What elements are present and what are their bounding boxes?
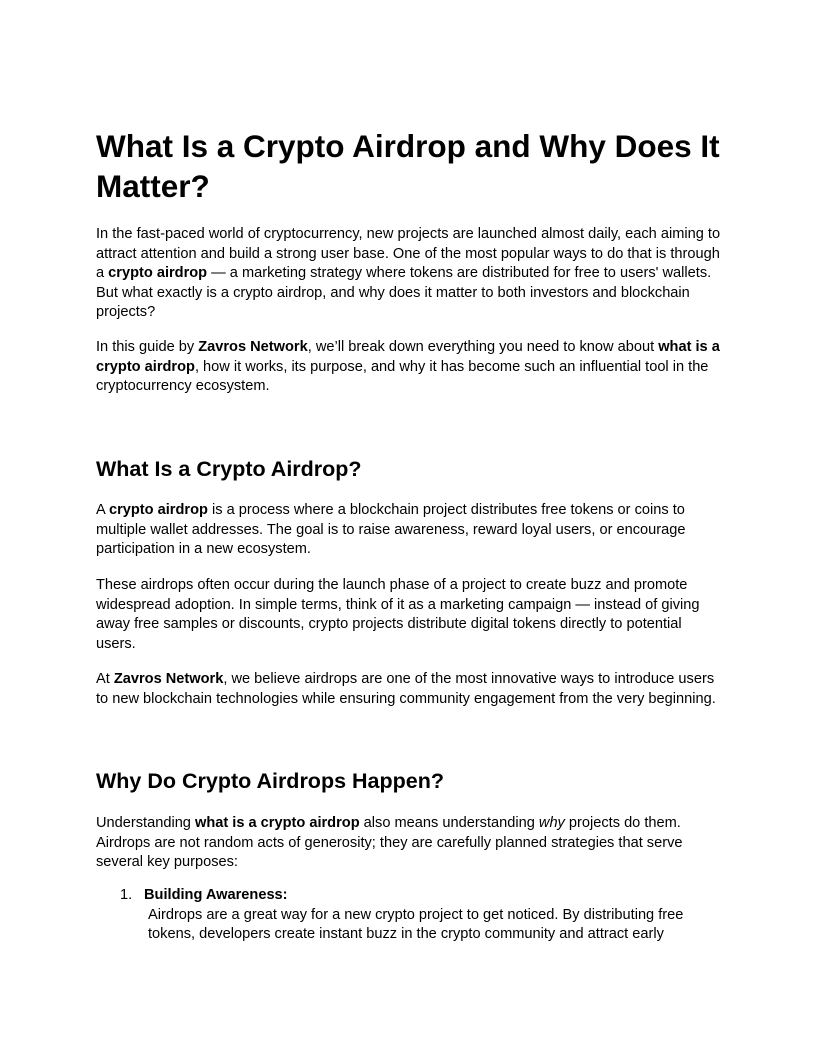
intro-paragraph-1 [96, 225, 722, 323]
section2-paragraph-1 [96, 814, 722, 873]
section1-paragraph-1 [96, 501, 722, 560]
text-run: In the fast-paced world of cryptocurrency, new projects are launched almost daily, each aiming to attract attention and build a strong user base. One of the most popular ways to do that is through a [96, 226, 721, 282]
text-run: In this guide by [96, 339, 199, 355]
list-item [96, 886, 722, 945]
bold-term: crypto airdrop [108, 265, 208, 282]
bold-brand: Zavros Network [198, 339, 308, 355]
text-run: is a process where a blockchain project distributes free tokens or coins to multiple wallet addresses. The goal is to raise awareness, reward loyal users, or encourage participation in a new ecosystem. [96, 502, 686, 558]
text-run: A [96, 502, 109, 518]
section-heading-why: Why Do Crypto Airdrops Happen? [96, 769, 444, 793]
text-run: Understanding [96, 815, 195, 831]
text-run: — a marketing strategy where tokens are distributed for free to users' wallets. But what exactly is a crypto airdrop, and why does it matter to both investors and blockchain projects? [96, 265, 712, 321]
bold-term: crypto airdrop [108, 502, 208, 518]
bold-term: what is a crypto airdrop [194, 815, 360, 831]
text-run: , we believe airdrops are one of the most innovative ways to introduce users to new blockchain technologies while ensuring community engagement from the very beginning. [96, 671, 716, 707]
list-item-text: Airdrops are a great way for a new crypto project to get noticed. By distributing free tokens, developers create instant buzz in the crypto community and attract early [148, 906, 684, 943]
purposes-list [96, 886, 722, 945]
list-item-title: Building Awareness: [144, 887, 288, 903]
bold-term: what is a crypto airdrop [96, 339, 720, 375]
text-run: also means understanding [359, 815, 539, 831]
italic-term: why [538, 815, 565, 831]
text-run: , we’ll break down everything you need to know about [307, 339, 659, 355]
text-run: At [96, 671, 114, 687]
text-run: , how it works, its purpose, and why it has become such an influential tool in the cryptocurrency ecosystem. [96, 358, 709, 395]
list-number: 1. [120, 887, 133, 903]
section1-paragraph-2: These airdrops often occur during the launch phase of a project to create buzz and promote widespread adoption. In simple terms, think of it as a marketing campaign — instead of giving away free samples or discounts, crypto projects distribute digital tokens directly to potential users. [96, 577, 700, 652]
section-heading-what-is: What Is a Crypto Airdrop? [96, 457, 362, 481]
section1-paragraph-3 [96, 670, 722, 709]
page-title: What Is a Crypto Airdrop and Why Does It Matter? [96, 128, 720, 204]
intro-paragraph-2 [96, 338, 722, 397]
bold-brand: Zavros Network [113, 671, 224, 687]
text-run: projects do them. Airdrops are not random acts of generosity; they are carefully planned strategies that serve several key purposes: [96, 815, 683, 871]
